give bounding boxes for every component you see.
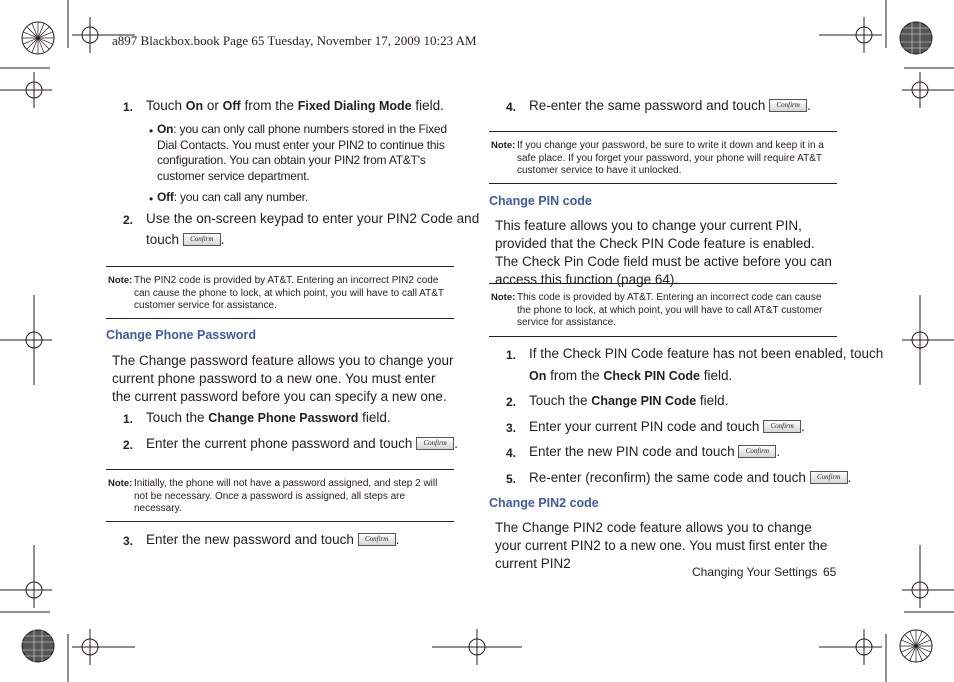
note-text: This code is provided by AT&T. Entering an incorrect code can cause the phone to lock, at which point, you will have to call AT&T customer service for assistance. [517,292,823,328]
note-pin2 [106,266,454,319]
step-enter-current-pin: Enter your current PIN code and touch Confirm . [529,419,805,434]
step-number: 4. [506,100,517,114]
section-heading-change-phone-password: Change Phone Password [106,328,257,342]
step-number: 2. [123,438,134,452]
step-number: 3. [123,534,134,548]
step-check-pin-not-enabled: If the Check PIN Code feature has not been enabled, touch [529,346,884,361]
step-enter-current-password: Enter the current phone password and touch Confirm . [146,436,458,451]
step-check-pin-on: On from the Check PIN Code field. [529,368,733,383]
paragraph-change-pin: This feature allows you to change your current PIN, provided that the Check PIN Code feature is enabled. The Check Pin Code field must be active before you can access this function (page 64). [495,218,832,287]
note-text: The PIN2 code is provided by AT&T. Entering an incorrect PIN2 code can cause the phone to lock, at which point, you will have to call AT&T customer service for assistance. [134,275,444,311]
step-number: 2. [506,395,517,409]
note-label: Note: [108,275,133,286]
confirm-button-image: Confirm [183,233,221,246]
section-heading-change-pin2-code: Change PIN2 code [489,496,599,510]
note-text: Initially, the phone will not have a password assigned, and step 2 will not be necessary. Once a password is assigned, all steps are necessary. [134,478,438,514]
confirm-button-image: Confirm [810,471,848,484]
footer-section-name: Changing Your Settings [692,565,818,579]
note-label: Note: [491,140,516,151]
note-label: Note: [491,292,516,303]
step-change-pin-field: Touch the Change PIN Code field. [529,393,729,408]
step-number: 3. [506,421,517,435]
note-label: Note: [108,478,133,489]
confirm-button-image: Confirm [763,420,801,433]
step-change-phone-password-field: Touch the Change Phone Password field. [146,410,391,425]
step-enter-pin2-touch: touch Confirm . [146,232,225,247]
step-enter-pin2: Use the on-screen keypad to enter your PIN2 Code and [146,211,480,226]
step-reenter-password: Re-enter the same password and touch Confirm . [529,98,811,113]
page-number: 65 [823,565,837,579]
note-text: If you change your password, be sure to write it down and keep it in a safe place. If you forget your password, your phone will require AT&T customer service to have it unlocked. [517,140,824,176]
step-number: 5. [506,472,517,486]
page-header-info: a897 Blackbox.book Page 65 Tuesday, November 17, 2009 10:23 AM [112,33,477,48]
step-number: 1. [123,412,134,426]
step-enter-new-pin: Enter the new PIN code and touch Confirm . [529,444,781,459]
step-enter-new-password: Enter the new password and touch Confirm . [146,532,400,547]
step-number: 1. [123,100,134,114]
note-incorrect-code [489,283,837,337]
section-heading-change-pin-code: Change PIN code [489,194,592,208]
paragraph-change-pin2: The Change PIN2 code feature allows you to change your current PIN2 to a new one. You must first enter the current PIN2 [495,520,828,571]
step-number: 1. [506,348,517,362]
bullet-on: On: you can only call phone numbers stored in the Fixed Dial Contacts. You must enter your PIN2 to continue this configuration. You can obtain your PIN2 from AT&T's customer service department. [157,122,447,183]
bullet-dot: • [149,124,154,138]
confirm-button-image: Confirm [769,99,807,112]
confirm-button-image: Confirm [416,437,454,450]
bullet-off: Off: you can call any number. [157,190,308,204]
note-write-down-password [489,131,837,184]
paragraph-change-password: The Change password feature allows you to change your current phone password to a new one. You must enter the current password before you can specify a new one. [112,353,454,404]
step-number: 2. [123,213,134,227]
note-initial-password [106,469,454,522]
step-number: 4. [506,446,517,460]
step-reconfirm-pin: Re-enter (reconfirm) the same code and touch Confirm . [529,470,852,485]
step-fixed-dialing: Touch On or Off from the Fixed Dialing Mode field. [146,98,444,113]
confirm-button-image: Confirm [738,445,776,458]
bullet-dot: • [149,192,154,206]
confirm-button-image: Confirm [358,533,396,546]
